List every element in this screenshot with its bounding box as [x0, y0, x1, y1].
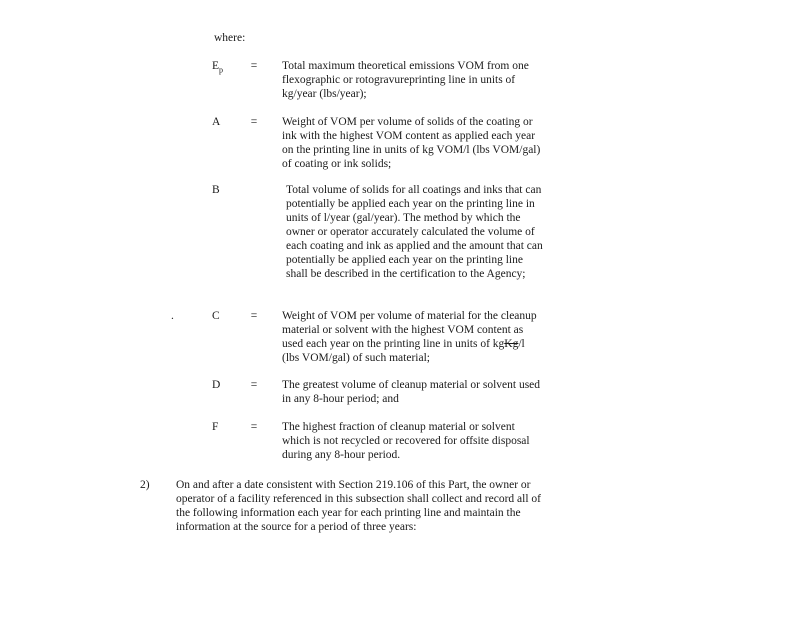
- definition-equals: =: [250, 60, 258, 72]
- struck-text: Kg: [504, 338, 519, 350]
- definition-symbol-f: F: [212, 421, 219, 433]
- paragraph-number: 2): [140, 479, 150, 491]
- definition-text-d: The greatest volume of cleanup material or solvent used in any 8-hour period; and: [282, 379, 541, 405]
- definition-text-c: Weight of VOM per volume of material for the cleanup material or solvent with the highest VOM content as used each year on the printing line in units of kgKg/l (lbs VOM/gal) of such material;: [282, 310, 537, 364]
- where-label: where:: [214, 32, 246, 44]
- stray-mark: .: [171, 310, 174, 322]
- subscript-p: p: [219, 65, 224, 75]
- definition-text-a: Weight of VOM per volume of solids of the coating or ink with the highest VOM content as applied each year on the printing line in units of kg VOM/l (lbs VOM/gal) of coating or ink solids;: [282, 116, 541, 170]
- definition-equals: =: [250, 379, 258, 391]
- definition-text-f: The highest fraction of cleanup material or solvent which is not recycled or recovered for offsite disposal during any 8-hour period.: [282, 421, 530, 461]
- definition-symbol-a: A: [212, 116, 221, 128]
- paragraph-text: On and after a date consistent with Section 219.106 of this Part, the owner or operator of a facility referenced in this subsection shall collect and record all of the following information each year for each printing line and maintain the information at the source for a period of three years:: [176, 479, 541, 533]
- definition-text-b: Total volume of solids for all coatings and inks that can potentially be applied each year on the printing line in units of l/year (gal/year). The method by which the owner or operator accurately calculated the volume of each coating and ink as applied and the amount that can potentially be applied each year on the printing line shall be described in the certification to the Agency;: [286, 184, 543, 280]
- definition-symbol-d: D: [212, 379, 221, 391]
- definition-symbol-c: C: [212, 310, 220, 322]
- definition-text-ep: Total maximum theoretical emissions VOM from one flexographic or rotogravureprinting line in units of kg/year (lbs/year);: [282, 60, 529, 100]
- page-top-fragment: [255, 0, 259, 6]
- definition-equals: =: [250, 116, 258, 128]
- definition-symbol-b: B: [212, 184, 220, 196]
- definition-equals: =: [250, 310, 258, 322]
- definition-symbol-ep: $E_p$: [212, 60, 224, 75]
- definition-equals: =: [250, 421, 258, 433]
